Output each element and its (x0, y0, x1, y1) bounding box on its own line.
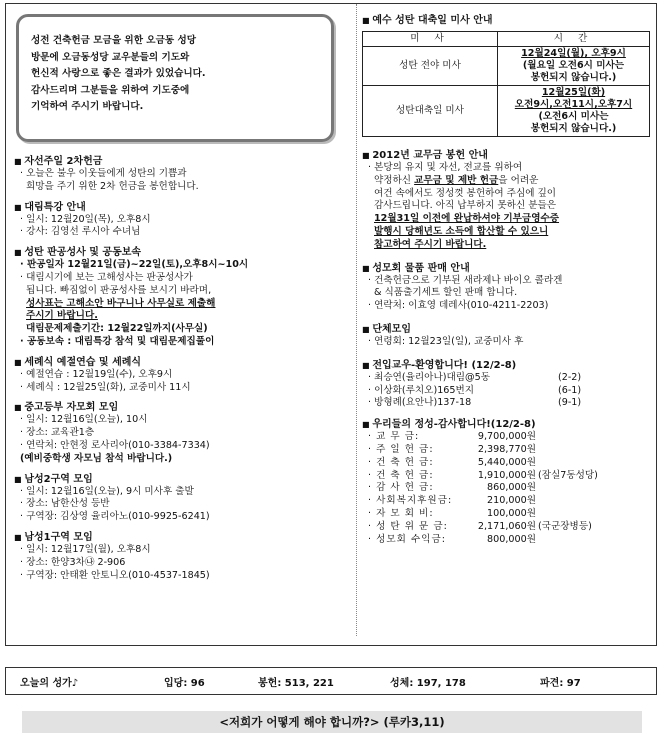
section-youth-parents (14, 401, 352, 465)
section-tithe (362, 149, 654, 252)
offering-label: · 주 일 헌 금: (368, 443, 434, 455)
notice-line: 방문에 오금동성당 교우분들의 기도와 (31, 51, 190, 63)
section-charity-sunday (14, 155, 352, 194)
offering-label: · 감 사 헌 금: (368, 482, 434, 494)
offering-amount: 800,000원 (487, 533, 536, 545)
offering-label: · 건 축 헌 금: (368, 469, 434, 481)
table-header: 미 사 (363, 32, 498, 47)
table-cell (498, 86, 650, 137)
offering-note (536, 444, 538, 457)
offering-row (362, 508, 654, 521)
offering-label: · 사회복지후원금: (368, 495, 453, 507)
table-row (363, 47, 650, 86)
section-title: ■ 성탄 판공성사 및 공동보속 (14, 246, 352, 259)
offering-row (362, 444, 654, 457)
mass-schedule-table (362, 31, 650, 137)
section-line: 감사드립니다. 아직 납부하지 못하신 분들은 (374, 200, 557, 212)
notice-line: 기억하여 주시기 바랍니다. (31, 101, 144, 112)
offering-amount: 5,440,000원 (477, 456, 536, 468)
section-line: · 장소: 한양3차㉯ 2-906 (20, 556, 126, 568)
offering-note: (국군장병등) (538, 520, 592, 532)
dismissal-hymn: 파견: 97 (540, 677, 581, 689)
section-line: 발행시 당해년도 소득에 합산할 수 있으니 (374, 225, 549, 237)
cell-line: 12월24일(월), 오후9시 (521, 48, 626, 59)
gospel-verse-banner: <저희가 어떻게 해야 합니까?> (루카3,11) (22, 711, 642, 733)
section-line: · 연령회: 12월23일(일), 교중미사 후 (368, 335, 524, 347)
thanks-notice-box (16, 14, 334, 142)
newcomer-zone: (2-2) (558, 371, 582, 383)
section-line: 희망을 주기 위한 2차 헌금을 봉헌합니다. (26, 180, 199, 192)
offering-amount: 860,000원 (487, 482, 536, 494)
cell-line: 오전9시,오전11시,오후7시 (514, 99, 633, 110)
newcomer-zone: (9-1) (558, 397, 582, 409)
offering-note (536, 482, 538, 495)
right-column (362, 14, 654, 546)
offering-label: · 교 무 금: (368, 431, 420, 443)
section-line: · 대림시기에 보는 고해성사는 판공성사가 (20, 271, 193, 283)
table-header-row (363, 32, 650, 47)
offering-label: · 성 탄 위 문 금: (368, 520, 448, 532)
table-row (363, 86, 650, 137)
cell-line: (월요일 오전6시 미사는 (522, 60, 625, 71)
section-title: ■ 중고등부 자모회 모임 (14, 401, 352, 414)
offering-amount: 100,000원 (487, 507, 536, 519)
section-christmas-mass (362, 14, 654, 137)
section-goods-sale (362, 262, 654, 313)
offering-label: · 건 축 헌 금: (368, 456, 434, 468)
column-divider (356, 4, 357, 636)
cell-line: 봉헌되지 않습니다.) (530, 123, 617, 134)
offering-amount: 2,171,060원 (477, 520, 536, 532)
section-line (362, 175, 654, 188)
section-line: · 강사: 김영선 루시아 수녀님 (20, 226, 141, 238)
entrance-hymn: 입당: 96 (164, 677, 205, 689)
section-new-parishioners (362, 359, 654, 410)
section-line: · 구역장: 김상영 율리아노(010-9925-6241) (20, 511, 210, 523)
todays-hymn-label: 오늘의 성가♪ (20, 677, 79, 689)
section-line: · 일시: 12월16일(오늘), 10시 (20, 414, 148, 426)
cell-line: (오전6시 미사는 (538, 111, 609, 122)
section-baptism (14, 356, 352, 395)
section-title: ■ 대림특강 안내 (14, 201, 352, 214)
table-cell: 성탄대축일 미사 (363, 86, 498, 137)
section-line: · 오늘은 불우 이웃들에게 성탄의 기쁨과 (20, 168, 187, 179)
offering-note (536, 534, 538, 547)
text-run-emphasis: 교무금 및 제반 헌금 (414, 174, 499, 186)
offering-row (362, 521, 654, 534)
section-title: ■ 전입교우-환영합니다! (12/2-8) (362, 359, 654, 372)
section-line: · 예절연습 : 12월19일(수), 오후9시 (20, 368, 173, 380)
list-item (362, 385, 654, 398)
section-group-meeting (362, 323, 654, 349)
section-men-zone1 (14, 531, 352, 582)
section-title: ■ 자선주일 2차헌금 (14, 155, 352, 168)
section-line: · 장소: 교육관1층 (20, 427, 95, 439)
section-line: · 장소: 남한산성 등반 (20, 498, 110, 510)
section-line: · 공동보속 : 대림특강 참석 및 대림문제집풀이 (20, 335, 215, 347)
notice-line: 성전 건축헌금 모금을 위한 오금동 성당 (31, 35, 196, 46)
section-line: 참고하여 주시기 바랍니다. (374, 238, 487, 250)
section-line: 여건 속에서도 정성껏 봉헌하여 주심에 깊이 (374, 187, 557, 199)
newcomer-name: · 방형례(요안나)137-18 (368, 397, 472, 409)
newcomer-zone: (6-1) (558, 384, 582, 396)
offering-note (536, 495, 538, 508)
section-line: & 식품출기세트 할인 판매 합니다. (374, 287, 518, 299)
offering-note (536, 457, 538, 470)
hymn-footer (5, 667, 657, 695)
table-header: 시 간 (498, 32, 650, 47)
offering-row (362, 431, 654, 444)
offering-note (536, 508, 538, 521)
text-run: 을 어려운 (498, 174, 539, 186)
communion-hymn: 성체: 197, 178 (390, 677, 466, 689)
section-line: · 본당의 유지 및 자선, 전교를 위하여 (368, 162, 523, 173)
section-men-zone2 (14, 473, 352, 524)
section-line: 대림문제제출기간: 12월22일까지(사무실) (26, 323, 208, 335)
section-line: · 세례식 : 12월25일(화), 교중미사 11시 (20, 381, 191, 393)
section-confession (14, 246, 352, 349)
section-title: ■ 우리들의 정성-감사합니다!(12/2-8) (362, 418, 654, 431)
section-title: ■ 단체모임 (362, 323, 654, 336)
newcomer-name: · 이상화(루치오)165번지 (368, 384, 475, 396)
offering-row (362, 495, 654, 508)
cell-line: 봉헌되지 않습니다.) (530, 72, 617, 83)
table-cell: 성탄 전야 미사 (363, 47, 498, 86)
cell-line: 12월25일(화) (541, 87, 606, 98)
section-line: · 건축헌금으로 기부된 새라제나 바이오 콜라겐 (368, 274, 563, 286)
section-title: ■ 2012년 교무금 봉헌 안내 (362, 149, 654, 162)
offering-row (362, 482, 654, 495)
offering-note: (잠실7동성당) (538, 469, 598, 481)
section-title: ■ 남성1구역 모임 (14, 531, 352, 544)
list-item (362, 372, 654, 385)
offering-amount: 9,700,000원 (477, 431, 536, 443)
section-offering (362, 418, 654, 546)
section-note: (예비중학생 자모님 참석 바랍니다.) (20, 452, 173, 464)
table-cell (498, 47, 650, 86)
offering-label: · 성모회 수익금: (368, 533, 446, 545)
section-line: 주시기 바랍니다. (26, 310, 98, 322)
offering-row (362, 534, 654, 547)
section-title: ■ 세례식 예절연습 및 세례식 (14, 356, 352, 369)
section-title: ■ 남성2구역 모임 (14, 473, 352, 486)
section-line: · 일시: 12월16일(오늘), 9시 미사후 출발 (20, 485, 194, 497)
offering-row (362, 470, 654, 483)
section-line: 성사표는 고해소안 바구니나 사무실로 제출해 (26, 297, 216, 309)
section-line: · 일시: 12월20일(목), 오후8시 (20, 213, 151, 225)
offering-amount: 2,398,770원 (477, 443, 536, 455)
offering-label: · 자 모 회 비: (368, 507, 434, 519)
offering-row (362, 457, 654, 470)
text-run: 약정하신 (374, 174, 415, 186)
section-title: ■ 예수 성탄 대축일 미사 안내 (362, 14, 654, 27)
section-line: · 일시: 12월17일(월), 오후8시 (20, 543, 151, 555)
newcomer-name: · 최승연(율리아나)대림@5동 (368, 371, 490, 383)
left-column (14, 14, 352, 582)
section-line: · 연락처: 안현정 로사리아(010-3384-7334) (20, 439, 210, 451)
notice-line: 헌신적 사랑으로 좋은 결과가 있었습니다. (31, 68, 206, 79)
section-line: 됩니다. 빠짐없이 판공성사를 보시기 바라며, (26, 284, 212, 296)
list-item (362, 397, 654, 410)
offering-amount: 210,000원 (487, 495, 536, 507)
offering-note (536, 431, 538, 444)
section-line: · 구역장: 안태환 안토니오(010-4537-1845) (20, 569, 210, 581)
notice-line: 감사드리며 그분들을 위하여 기도중에 (31, 84, 190, 96)
section-advent-lecture (14, 201, 352, 240)
section-line: · 판공일자 12월21일(금)~22일(토),오후8시~10시 (20, 259, 249, 271)
section-line: 12월31일 이전에 완납하셔야 기부금영수증 (374, 213, 560, 225)
offertory-hymn: 봉헌: 513, 221 (258, 677, 334, 689)
offering-amount: 1,910,000원 (477, 469, 536, 481)
section-line: · 연락처: 이효영 데레사(010-4211-2203) (368, 300, 549, 312)
section-title: ■ 성모회 물품 판매 안내 (362, 262, 654, 275)
